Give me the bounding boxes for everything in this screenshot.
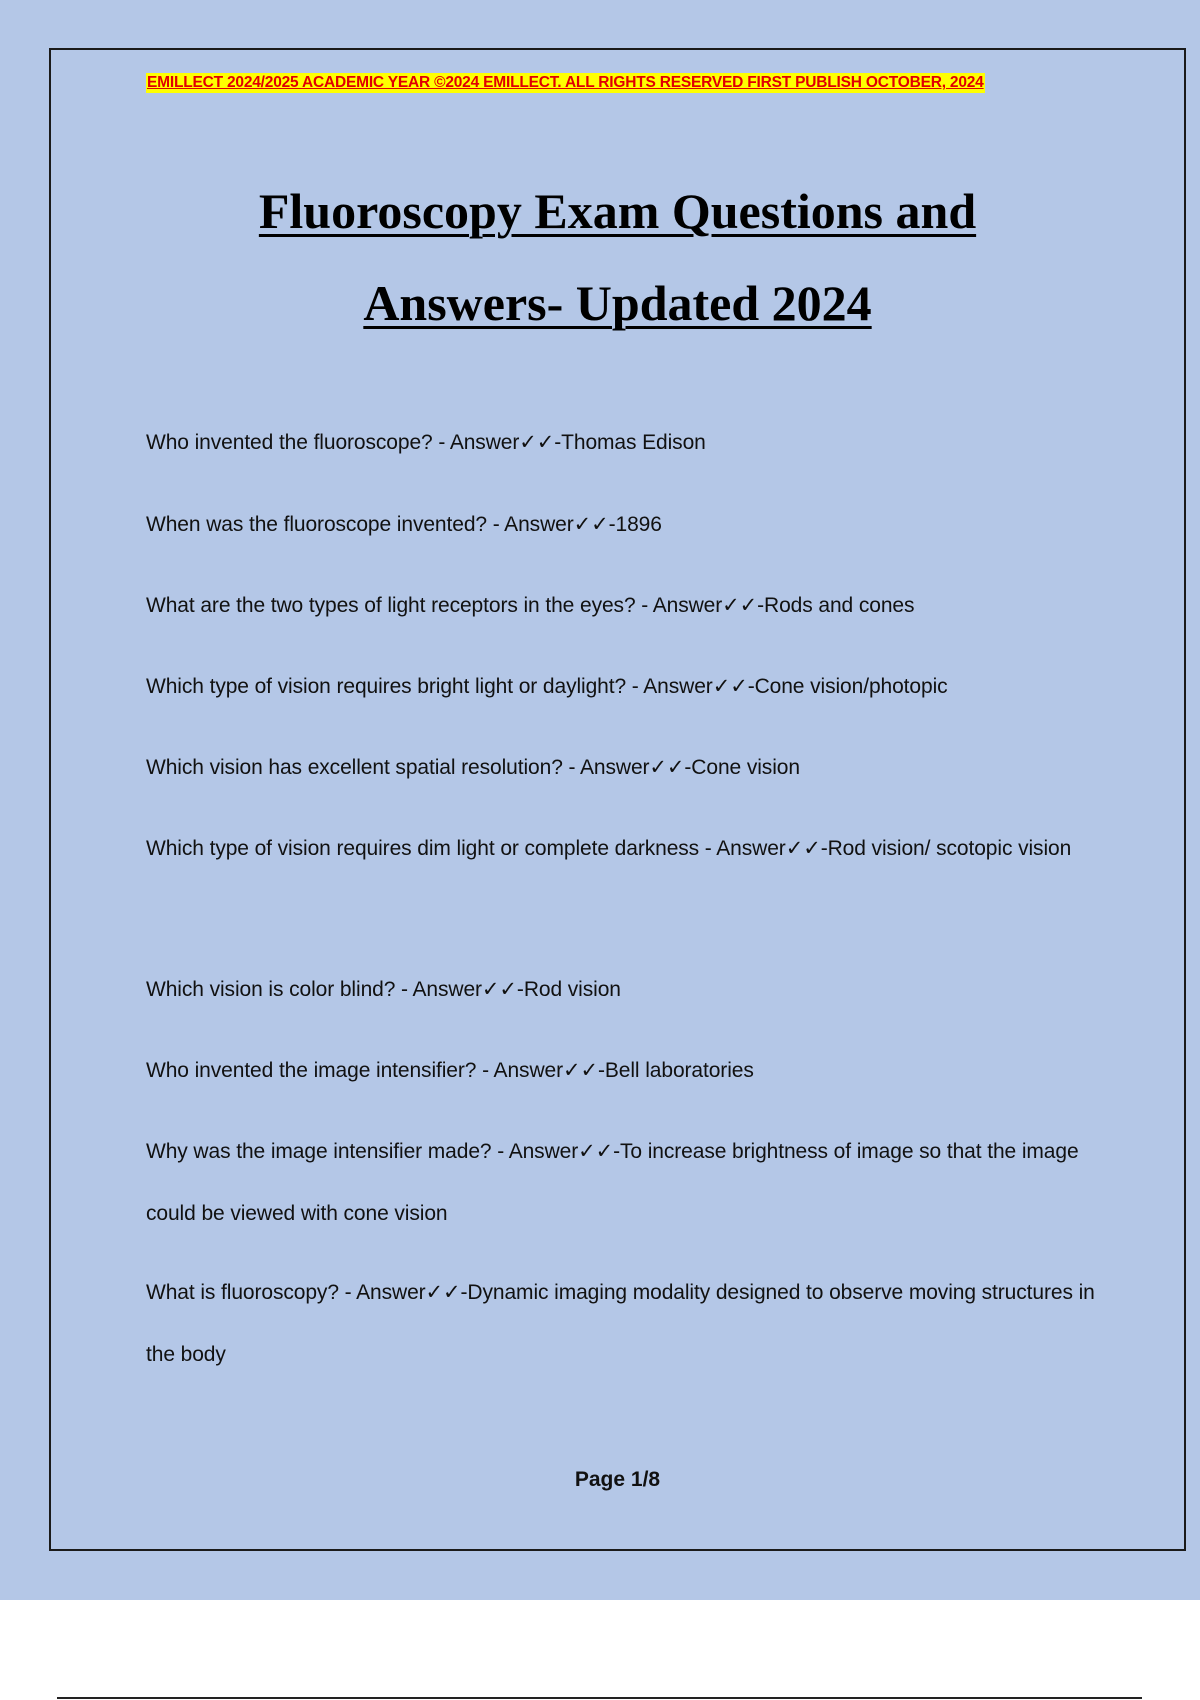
qa-item: Which type of vision requires bright light or daylight? - Answer✓✓-Cone vision/photopic <box>146 675 948 698</box>
title-line-2: Answers- Updated 2024 <box>363 275 872 331</box>
qa-item: What are the two types of light receptors in the eyes? - Answer✓✓-Rods and cones <box>146 594 915 617</box>
qa-item: When was the fluoroscope invented? - Answer✓✓-1896 <box>146 513 662 536</box>
qa-item: Who invented the image intensifier? - Answer✓✓-Bell laboratories <box>146 1059 754 1082</box>
document-title <box>100 165 1135 349</box>
qa-item: What is fluoroscopy? - Answer✓✓-Dynamic imaging modality designed to observe moving structures in the body <box>146 1281 1095 1366</box>
page-number: Page 1/8 <box>574 1468 661 1491</box>
copyright-header: EMILLECT 2024/2025 ACADEMIC YEAR ©2024 EMILLECT. ALL RIGHTS RESERVED FIRST PUBLISH OCTOBER, 2024 <box>147 74 984 91</box>
qa-item: Which vision is color blind? - Answer✓✓-Rod vision <box>146 978 621 1001</box>
qa-item: Which vision has excellent spatial resolution? - Answer✓✓-Cone vision <box>146 756 800 779</box>
qa-item: Which type of vision requires dim light or complete darkness - Answer✓✓-Rod vision/ scotopic vision <box>146 837 1072 860</box>
title-line-1: Fluoroscopy Exam Questions and <box>258 183 977 239</box>
qa-item: Who invented the fluoroscope? - Answer✓✓-Thomas Edison <box>146 431 706 454</box>
next-page-divider <box>57 1697 1142 1699</box>
qa-item: Why was the image intensifier made? - Answer✓✓-To increase brightness of image so that the image could be viewed with cone vision <box>146 1140 1079 1225</box>
